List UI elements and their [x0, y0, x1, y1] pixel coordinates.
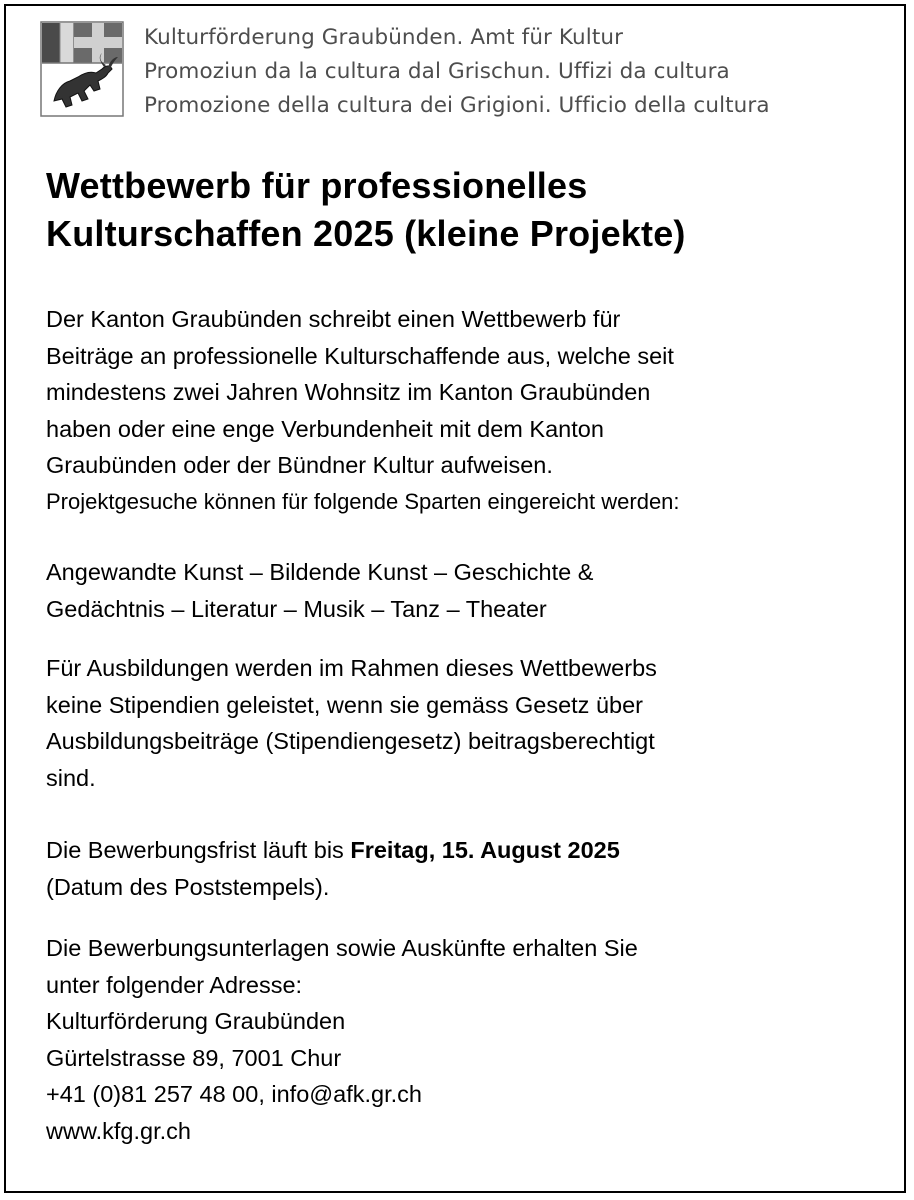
training-paragraph	[46, 650, 886, 796]
header-line-romansh: Promoziun da la cultura dal Grischun. Uffizi da cultura	[144, 59, 730, 84]
contact-name: Kulturförderung Graubünden	[46, 1008, 346, 1034]
training-line: sind.	[46, 764, 96, 791]
intro-line: mindestens zwei Jahren Wohnsitz im Kanton Graubünden	[46, 379, 651, 405]
contact-paragraph	[46, 930, 886, 1149]
deadline-paragraph	[46, 832, 886, 905]
contact-website: www.kfg.gr.ch	[46, 1117, 191, 1144]
contact-intro-line: Die Bewerbungsunterlagen sowie Auskünfte erhalten Sie	[46, 935, 638, 961]
title-line-2: Kulturschaffen 2025 (kleine Projekte)	[46, 213, 686, 254]
training-line: Für Ausbildungen werden im Rahmen dieses Wettbewerbs	[46, 655, 657, 681]
header-line-german: Kulturförderung Graubünden. Amt für Kultur	[144, 25, 624, 50]
header-line-italian: Promozione della cultura dei Grigioni. Ufficio della cultura	[144, 93, 770, 118]
disciplines-paragraph	[46, 554, 886, 627]
intro-line: Graubünden oder der Bündner Kultur aufweisen.	[46, 452, 553, 478]
disciplines-line: Gedächtnis – Literatur – Musik – Tanz – Theater	[46, 595, 547, 622]
title-line-1: Wettbewerb für professionelles	[46, 165, 588, 206]
disciplines-line: Angewandte Kunst – Bildende Kunst – Geschichte &	[46, 559, 594, 585]
intro-paragraph	[46, 301, 886, 520]
intro-line: Der Kanton Graubünden schreibt einen Wettbewerb für	[46, 306, 621, 332]
graubuenden-coat-of-arms-icon	[40, 21, 124, 117]
contact-street: Gürtelstrasse 89, 7001 Chur	[46, 1044, 342, 1071]
deadline-note: (Datum des Poststempels).	[46, 873, 330, 900]
intro-line: Beiträge an professionelle Kulturschaffende aus, welche seit	[46, 342, 674, 369]
intro-line: Projektgesuche können für folgende Sparten eingereicht werden:	[46, 488, 680, 514]
deadline-prefix: Die Bewerbungsfrist läuft bis	[46, 837, 351, 863]
deadline-date: Freitag, 15. August 2025	[350, 837, 620, 863]
contact-phone-email: +41 (0)81 257 48 00, info@afk.gr.ch	[46, 1081, 422, 1107]
intro-line: haben oder eine enge Verbundenheit mit dem Kanton	[46, 415, 604, 442]
page-title	[46, 162, 686, 258]
header	[40, 21, 860, 121]
training-line: keine Stipendien geleistet, wenn sie gemäss Gesetz über	[46, 691, 643, 718]
contact-intro-line: unter folgender Adresse:	[46, 971, 303, 998]
training-line: Ausbildungsbeiträge (Stipendiengesetz) beitragsberechtigt	[46, 728, 655, 754]
deadline-line	[46, 832, 886, 869]
